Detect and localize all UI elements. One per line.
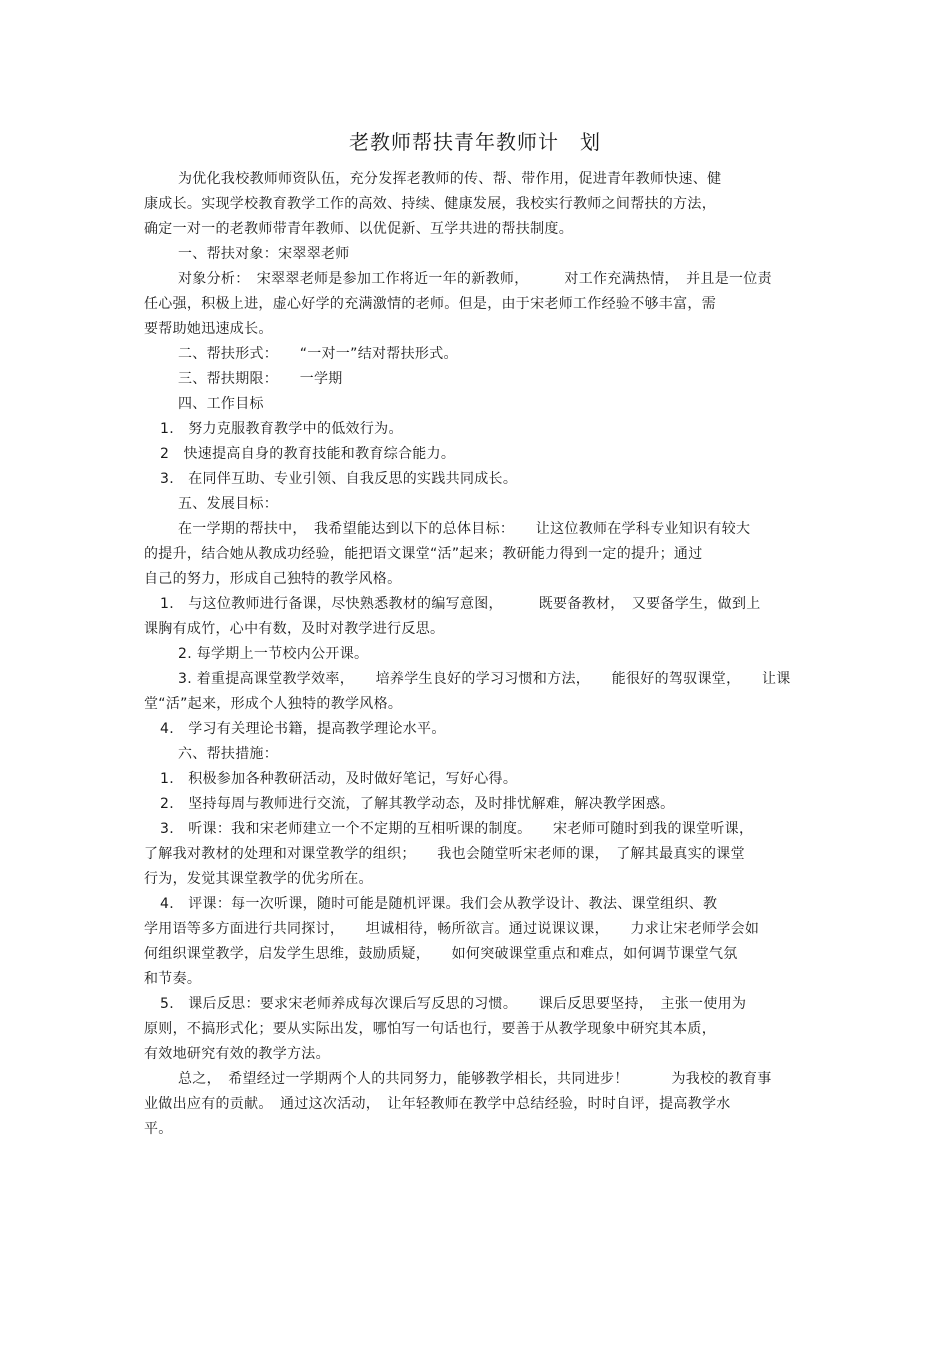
body-line: 5. 课后反思：要求宋老师养成每次课后写反思的习惯。 课后反思要坚持， 主张一使用为	[160, 996, 747, 1012]
body-line: 五、发展目标：	[178, 496, 279, 512]
body-line: 康成长。实现学校教育教学工作的高效、持续、健康发展，我校实行教师之间帮扶的方法，	[144, 196, 716, 212]
body-line: 有效地研究有效的教学方法。	[144, 1046, 330, 1062]
body-line: 课胸有成竹，心中有数，及时对教学进行反思。	[144, 621, 445, 637]
body-line: 4. 学习有关理论书籍，提高教学理论水平。	[160, 721, 446, 737]
body-line: 业做出应有的贡献。 通过这次活动， 让年轻教师在教学中总结经验，时时自评，提高教学水	[144, 1096, 731, 1112]
body-line: 3. 着重提高课堂教学效率， 培养学生良好的学习习惯和方法， 能很好的驾驭课堂， 让课	[178, 671, 791, 687]
body-line: 确定一对一的老教师带青年教师、以优促新、互学共进的帮扶制度。	[144, 221, 573, 237]
body-line: 在一学期的帮扶中， 我希望能达到以下的总体目标： 让这位教师在学科专业知识有较大	[178, 521, 751, 537]
body-line: 4. 评课：每一次听课，随时可能是随机评课。我们会从教学设计、教法、课堂组织、教	[160, 896, 718, 912]
body-line: 堂“活”起来，形成个人独特的教学风格。	[144, 696, 403, 712]
body-line: 要帮助她迅速成长。	[144, 321, 273, 337]
body-line: 二、帮扶形式： “一对一”结对帮扶形式。	[178, 346, 458, 362]
body-line: 和节奏。	[144, 971, 202, 987]
body-line: 2. 坚持每周与教师进行交流，了解其教学动态，及时排忧解难，解决教学困惑。	[160, 796, 675, 812]
body-line: 平。	[144, 1121, 173, 1137]
body-line: 任心强，积极上进，虚心好学的充满激情的老师。但是，由于宋老师工作经验不够丰富，需	[144, 296, 716, 312]
body-line: 1. 积极参加各种教研活动，及时做好笔记，写好心得。	[160, 771, 518, 787]
body-line: 学用语等多方面进行共同探讨， 坦诚相待，畅所欲言。通过说课议课， 力求让宋老师学会如	[144, 921, 760, 937]
body-line: 1. 努力克服教育教学中的低效行为。	[160, 421, 403, 437]
body-line: 三、帮扶期限： 一学期	[178, 371, 343, 387]
body-line: 2 快速提高自身的教育技能和教育综合能力。	[160, 446, 456, 462]
body-line: 四、工作目标	[178, 396, 264, 412]
body-line: 1. 与这位教师进行备课，尽快熟悉教材的编写意图， 既要备教材， 又要备学生，做到上	[160, 596, 761, 612]
body-line: 原则，不搞形式化；要从实际出发，哪怕写一句话也行，要善于从教学现象中研究其本质，	[144, 1021, 716, 1037]
body-line: 了解我对教材的处理和对课堂教学的组织； 我也会随堂听宋老师的课， 了解其最真实的课堂	[144, 846, 745, 862]
body-line: 行为，发觉其课堂教学的优劣所在。	[144, 871, 373, 887]
body-line: 2. 每学期上一节校内公开课。	[178, 646, 369, 662]
body-line: 六、帮扶措施：	[178, 746, 279, 762]
body-line: 的提升，结合她从教成功经验，能把语文课堂“活”起来；教研能力得到一定的提升；通过	[144, 546, 703, 562]
body-line: 为优化我校教师师资队伍，充分发挥老教师的传、帮、带作用，促进青年教师快速、健	[178, 171, 722, 187]
body-line: 3. 在同伴互助、专业引领、自我反思的实践共同成长。	[160, 471, 518, 487]
body-line: 3. 听课：我和宋老师建立一个不定期的互相听课的制度。 宋老师可随时到我的课堂听课，	[160, 821, 754, 837]
body-line: 总之， 希望经过一学期两个人的共同努力，能够教学相长，共同进步！ 为我校的教育事	[178, 1071, 772, 1087]
body-line: 何组织课堂教学，启发学生思维，鼓励质疑， 如何突破课堂重点和难点，如何调节课堂气氛	[144, 946, 738, 962]
body-line: 自己的努力，形成自己独特的教学风格。	[144, 571, 402, 587]
body-line: 对象分析： 宋翠翠老师是参加工作将近一年的新教师， 对工作充满热情， 并且是一位责	[178, 271, 772, 287]
document-title: 老教师帮扶青年教师计 划	[349, 130, 601, 154]
body-line: 一、帮扶对象：宋翠翠老师	[178, 246, 350, 262]
